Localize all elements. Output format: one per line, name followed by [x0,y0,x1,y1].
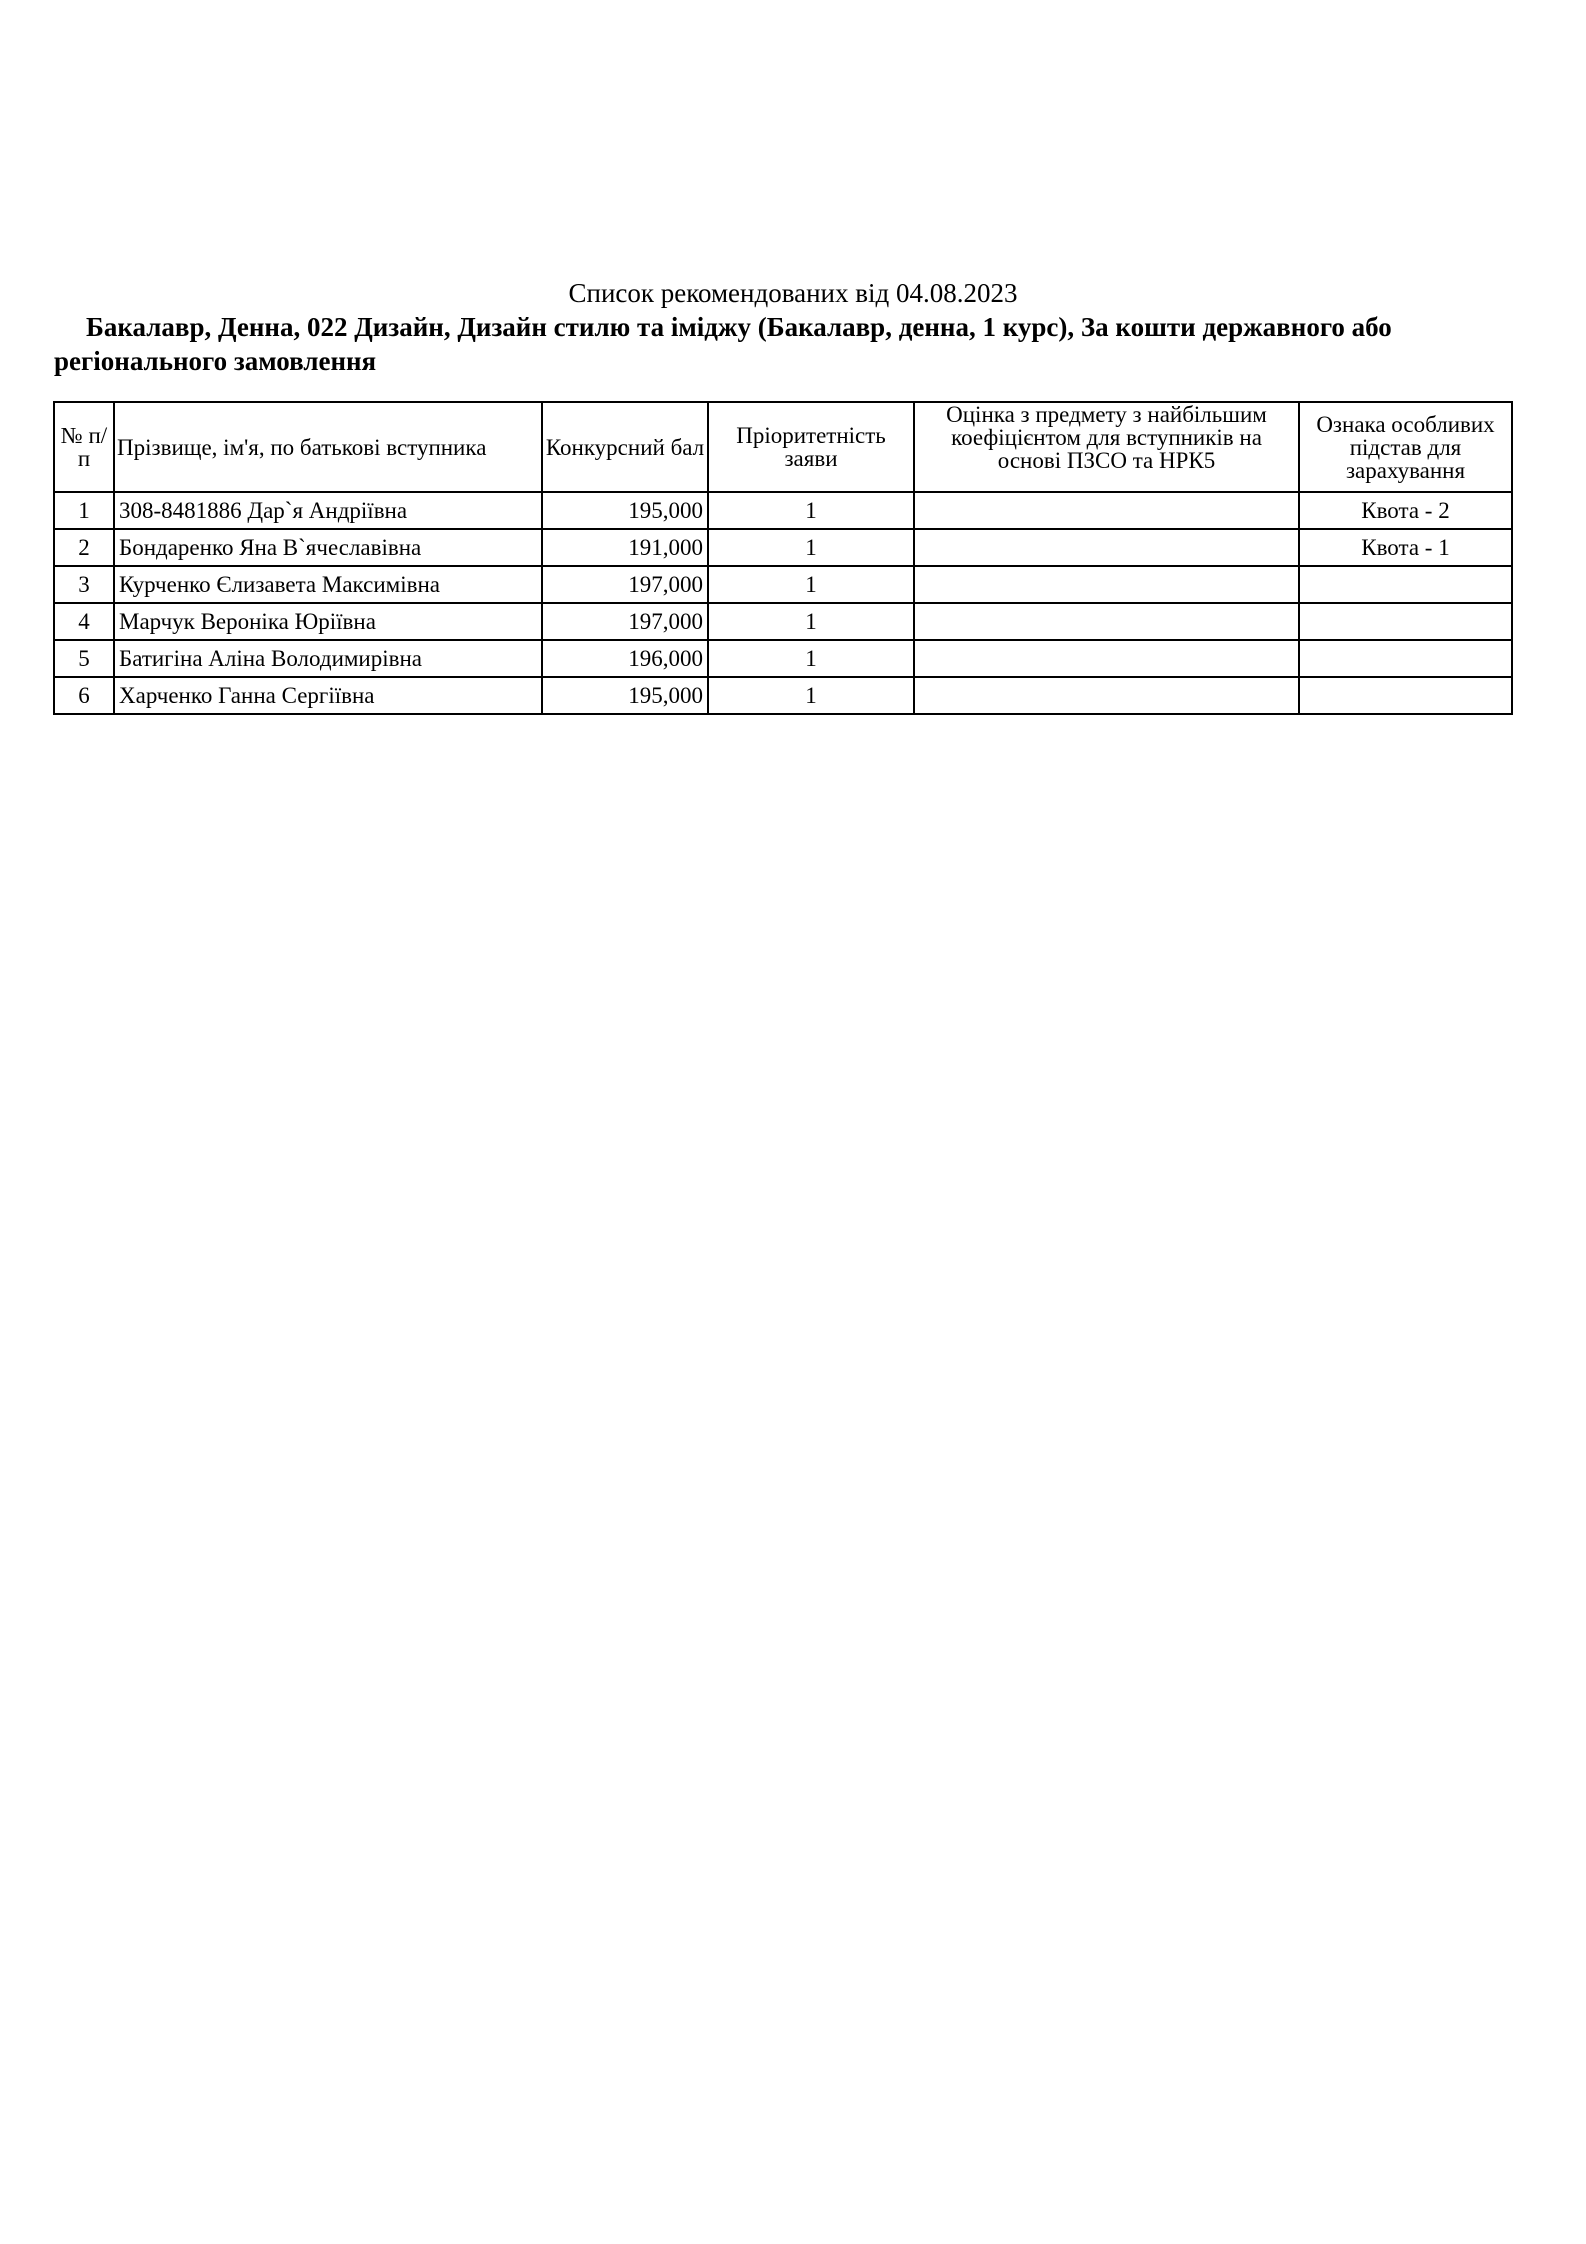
cell-subject-grade [914,603,1299,640]
header-subject-grade: Оцінка з предмету з найбільшим коефіцієнтом для вступників на основі ПЗСО та НРК5 [914,402,1299,492]
cell-special-basis [1299,677,1512,714]
table-row [54,603,1512,640]
cell-subject-grade [914,566,1299,603]
cell-name: Марчук Вероніка Юріївна [114,603,542,640]
cell-priority: 1 [708,603,914,640]
cell-subject-grade [914,640,1299,677]
recommended-list-table [53,401,1513,715]
cell-subject-grade [914,492,1299,529]
cell-score: 195,000 [542,677,708,714]
cell-score: 197,000 [542,603,708,640]
cell-special-basis: Квота - 1 [1299,529,1512,566]
cell-priority: 1 [708,492,914,529]
cell-subject-grade [914,677,1299,714]
cell-name: Бондаренко Яна В`ячеславівна [114,529,542,566]
cell-num: 5 [54,640,114,677]
table-row [54,640,1512,677]
cell-special-basis [1299,640,1512,677]
cell-score: 196,000 [542,640,708,677]
cell-name: Харченко Ганна Сергіївна [114,677,542,714]
header-name: Прізвище, ім'я, по батькові вступника [114,402,542,492]
cell-num: 4 [54,603,114,640]
cell-special-basis [1299,603,1512,640]
cell-num: 3 [54,566,114,603]
table-row [54,529,1512,566]
cell-subject-grade [914,529,1299,566]
cell-priority: 1 [708,640,914,677]
cell-num: 6 [54,677,114,714]
program-title: Бакалавр, Денна, 022 Дизайн, Дизайн стилю та іміджу (Бакалавр, денна, 1 курс), За кошти державного або регіонального замовлення [54,312,1392,376]
cell-priority: 1 [708,677,914,714]
cell-score: 197,000 [542,566,708,603]
cell-score: 191,000 [542,529,708,566]
table-row [54,566,1512,603]
cell-special-basis [1299,566,1512,603]
cell-priority: 1 [708,529,914,566]
header-priority: Пріоритетність заяви [708,402,914,492]
header-num: № п/п [54,402,114,492]
cell-score: 195,000 [542,492,708,529]
table-row [54,492,1512,529]
table-row [54,677,1512,714]
header-score: Конкурсний бал [542,402,708,492]
header-special-basis: Ознака особливих підстав для зарахування [1299,402,1512,492]
cell-priority: 1 [708,566,914,603]
cell-special-basis: Квота - 2 [1299,492,1512,529]
page-title: Список рекомендованих від 04.08.2023 [568,278,1018,308]
cell-name: Курченко Єлизавета Максимівна [114,566,542,603]
table-header-row [54,402,1512,492]
cell-num: 2 [54,529,114,566]
cell-num: 1 [54,492,114,529]
cell-name: Батигіна Аліна Володимирівна [114,640,542,677]
cell-name: 308-8481886 Дар`я Андріївна [114,492,542,529]
